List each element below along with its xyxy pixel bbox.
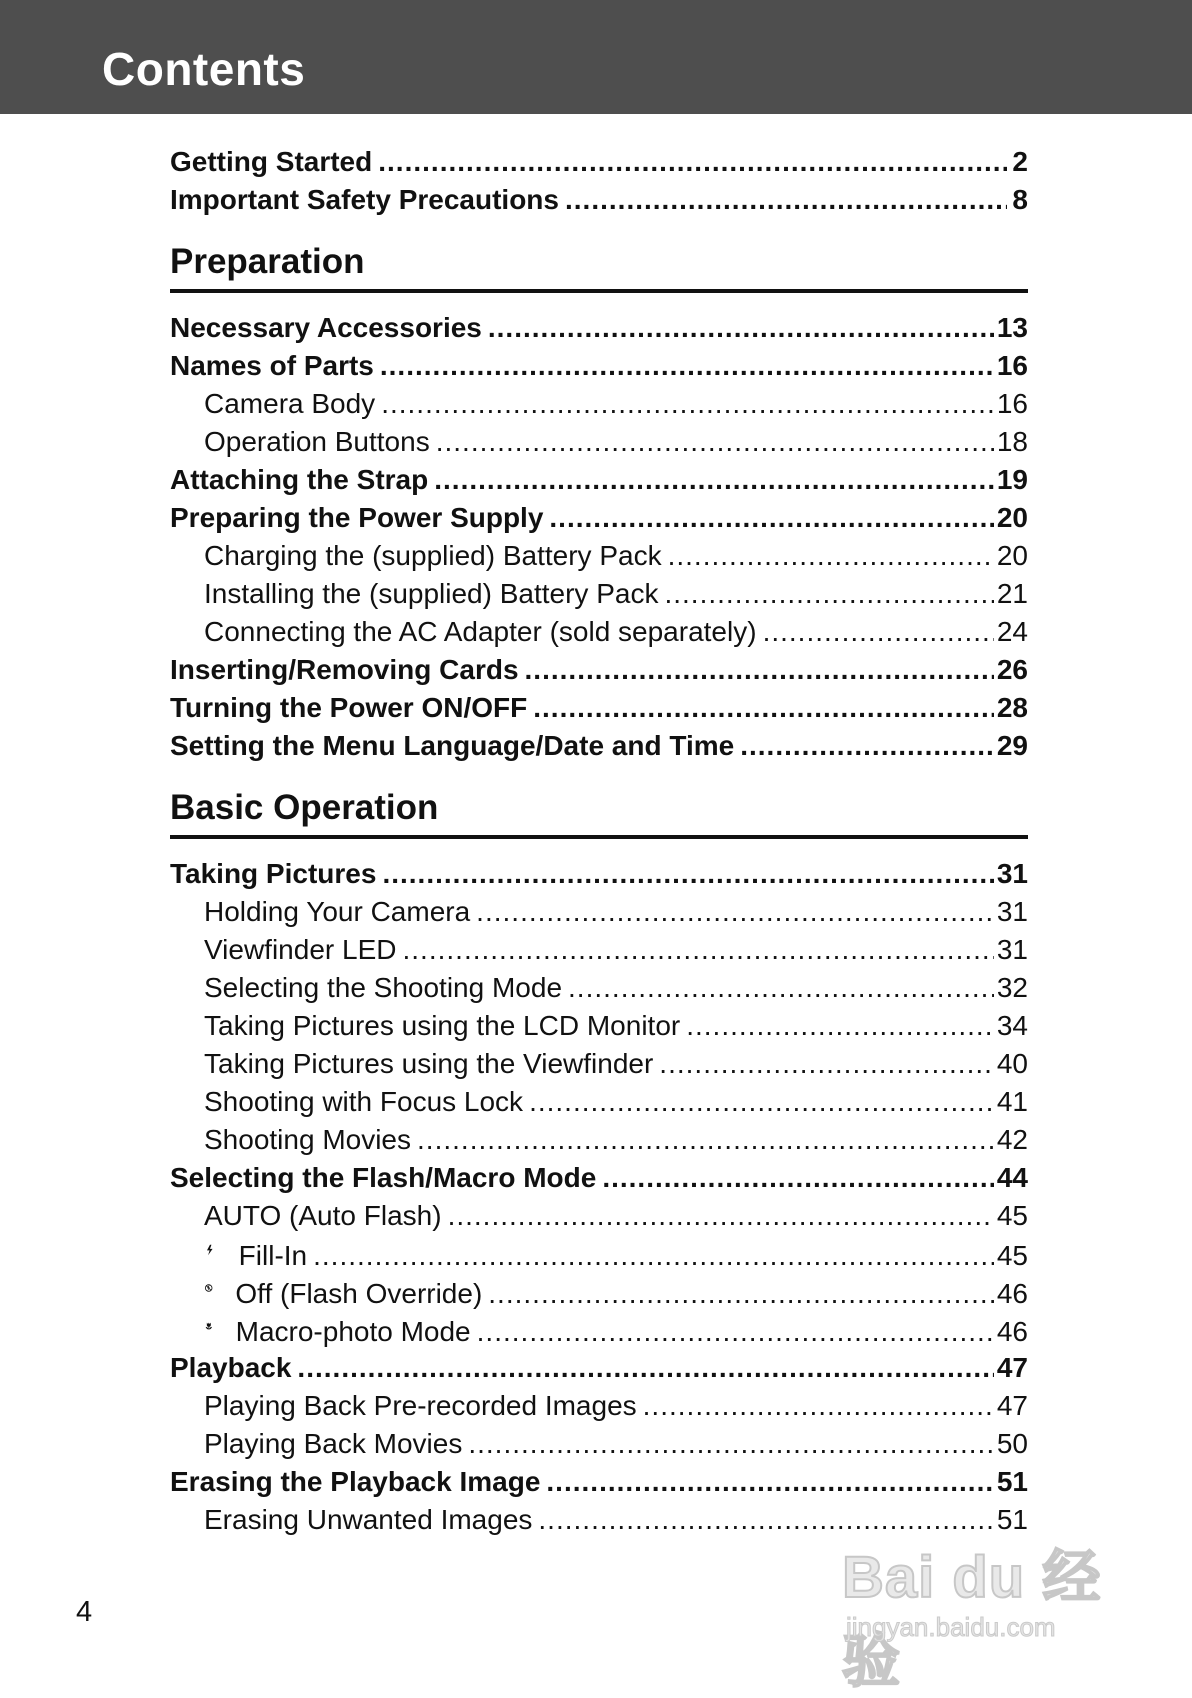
dot-leader: [568, 969, 994, 1007]
toc-page-number: 24: [996, 616, 1028, 647]
footer-page-number: 4: [76, 1596, 93, 1628]
dot-leader: [468, 1425, 994, 1463]
toc-page-number: 50: [996, 1428, 1028, 1459]
dot-leader: [380, 347, 994, 385]
toc-entry-getting-started[interactable]: [170, 143, 1028, 181]
toc-entry-label: Fill-In: [238, 1240, 308, 1271]
toc-subentry[interactable]: [170, 1425, 1028, 1463]
toc-entry-label: Important Safety Precautions: [170, 184, 559, 215]
dot-leader: [659, 1045, 994, 1083]
toc-entry-label: Selecting the Flash/Macro Mode: [170, 1162, 597, 1193]
dot-leader: [533, 689, 994, 727]
toc-subentry[interactable]: [170, 575, 1028, 613]
toc-subentry[interactable]: [170, 1235, 1028, 1273]
toc-entry-label: Installing the (supplied) Battery Pack: [204, 578, 659, 609]
toc-entry[interactable]: [170, 309, 1028, 347]
dot-leader: [297, 1349, 993, 1387]
toc-page-number: 2: [1012, 146, 1028, 177]
toc-subentry[interactable]: [170, 1273, 1028, 1311]
dot-leader: [488, 1275, 994, 1313]
toc-entry-label: Charging the (supplied) Battery Pack: [204, 540, 662, 571]
dot-leader: [602, 1159, 994, 1197]
watermark-brand: Bai du 经验: [842, 1545, 1102, 1694]
flash-icon: [204, 1235, 217, 1265]
toc-subentry[interactable]: [170, 1197, 1028, 1235]
dot-leader: [549, 499, 993, 537]
dot-leader: [402, 931, 993, 969]
dot-leader: [436, 423, 994, 461]
toc-page-number: 51: [996, 1466, 1028, 1497]
toc-page-number: 47: [996, 1390, 1028, 1421]
toc-entry-label: Playing Back Movies: [204, 1428, 463, 1459]
toc-entry[interactable]: [170, 1463, 1028, 1501]
toc-entry[interactable]: [170, 727, 1028, 765]
toc-page-number: 20: [996, 502, 1028, 533]
toc-entry-label: Inserting/Removing Cards: [170, 654, 519, 685]
toc-page-number: 20: [996, 540, 1028, 571]
toc-page-number: 29: [996, 730, 1028, 761]
toc-subentry[interactable]: [170, 423, 1028, 461]
toc-entry-label: Taking Pictures using the Viewfinder: [204, 1048, 654, 1079]
toc-subentry[interactable]: [170, 1007, 1028, 1045]
toc-page-number: 34: [996, 1010, 1028, 1041]
toc-entry-label: Getting Started: [170, 146, 373, 177]
toc-entry-label: Off (Flash Override): [235, 1278, 483, 1309]
toc-page-number: 46: [996, 1316, 1028, 1347]
dot-leader: [448, 1197, 994, 1235]
dot-leader: [477, 1313, 994, 1351]
toc-entry-label: Selecting the Shooting Mode: [204, 972, 563, 1003]
toc-page-number: 16: [996, 350, 1028, 381]
toc-entry-label: Erasing Unwanted Images: [204, 1504, 533, 1535]
toc-page-number: 40: [996, 1048, 1028, 1079]
toc-page-number: 18: [996, 426, 1028, 457]
toc-entry-label: Shooting Movies: [204, 1124, 412, 1155]
toc-entry-label: Playback: [170, 1352, 292, 1383]
dot-leader: [565, 181, 1007, 219]
toc-entry-label: Erasing the Playback Image: [170, 1466, 541, 1497]
toc-page-number: 42: [996, 1124, 1028, 1155]
toc-entry[interactable]: [170, 347, 1028, 385]
toc-entry-label: Taking Pictures: [170, 858, 377, 889]
toc-page-number: 51: [996, 1504, 1028, 1535]
dot-leader: [382, 855, 993, 893]
dot-leader: [488, 309, 994, 347]
toc-entry-label: Viewfinder LED: [204, 934, 397, 965]
toc-entry-label: Playing Back Pre-recorded Images: [204, 1390, 637, 1421]
dot-leader: [313, 1237, 994, 1275]
toc-entry[interactable]: [170, 689, 1028, 727]
toc-entry-label: Preparing the Power Supply: [170, 502, 544, 533]
toc-subentry[interactable]: [170, 893, 1028, 931]
toc-entry-label: Operation Buttons: [204, 426, 430, 457]
dot-leader: [529, 1083, 994, 1121]
toc-page-number: 44: [996, 1162, 1028, 1193]
toc-entry-safety-precautions[interactable]: [170, 181, 1028, 219]
toc-page-number: 19: [996, 464, 1028, 495]
toc-page-number: 32: [996, 972, 1028, 1003]
toc-subentry[interactable]: [170, 1083, 1028, 1121]
toc-subentry[interactable]: [170, 537, 1028, 575]
toc-subentry[interactable]: [170, 613, 1028, 651]
toc-entry[interactable]: [170, 1159, 1028, 1197]
toc-entry-label: Macro-photo Mode: [235, 1316, 471, 1347]
toc-entry[interactable]: [170, 855, 1028, 893]
toc-entry-label: Camera Body: [204, 388, 376, 419]
dot-leader: [476, 893, 994, 931]
toc-entry[interactable]: [170, 1349, 1028, 1387]
baidu-jingyan-watermark: [842, 1530, 1132, 1694]
toc-entry-label: Holding Your Camera: [204, 896, 471, 927]
toc-entry-label: Setting the Menu Language/Date and Time: [170, 730, 735, 761]
flash-off-icon: [204, 1273, 213, 1303]
watermark-url: jingyan.baidu.com: [846, 1612, 1056, 1642]
dot-leader: [668, 537, 994, 575]
toc-entry-label: Necessary Accessories: [170, 312, 482, 343]
dot-leader: [417, 1121, 994, 1159]
page-title: Contents: [102, 43, 306, 95]
dot-leader: [381, 385, 994, 423]
toc-entry-label: Taking Pictures using the LCD Monitor: [204, 1010, 681, 1041]
toc-page-number: 45: [996, 1240, 1028, 1271]
dot-leader: [546, 1463, 993, 1501]
toc-page-number: 31: [996, 858, 1028, 889]
section-heading-preparation: Preparation: [170, 241, 1028, 293]
toc-page-number: 28: [996, 692, 1028, 723]
toc-page-number: 26: [996, 654, 1028, 685]
dot-leader: [686, 1007, 994, 1045]
toc-page-number: 31: [996, 896, 1028, 927]
section-heading-basic-operation: Basic Operation: [170, 787, 1028, 839]
toc-subentry[interactable]: [170, 1387, 1028, 1425]
toc-page-number: 21: [996, 578, 1028, 609]
toc-entry[interactable]: [170, 461, 1028, 499]
toc-subentry[interactable]: [170, 1311, 1028, 1349]
toc-page-number: 31: [996, 934, 1028, 965]
toc-entry[interactable]: [170, 499, 1028, 537]
toc-page-number: 13: [996, 312, 1028, 343]
toc-subentry[interactable]: [170, 969, 1028, 1007]
toc-entry-label: Shooting with Focus Lock: [204, 1086, 524, 1117]
toc-subentry[interactable]: [170, 1121, 1028, 1159]
dot-leader: [740, 727, 994, 765]
toc-page-number: 45: [996, 1200, 1028, 1231]
toc-entry-label: Turning the Power ON/OFF: [170, 692, 528, 723]
toc-entry-label: Connecting the AC Adapter (sold separately): [204, 616, 757, 647]
toc-page-number: 46: [996, 1278, 1028, 1309]
toc-entry-label: AUTO (Auto Flash): [204, 1200, 442, 1231]
toc-subentry[interactable]: [170, 931, 1028, 969]
toc-page-number: 16: [996, 388, 1028, 419]
dot-leader: [643, 1387, 994, 1425]
table-of-contents: [170, 143, 1028, 1539]
dot-leader: [378, 143, 1007, 181]
macro-tulip-icon: [204, 1311, 214, 1341]
toc-page-number: 47: [996, 1352, 1028, 1383]
toc-entry-label: Attaching the Strap: [170, 464, 429, 495]
dot-leader: [434, 461, 994, 499]
dot-leader: [664, 575, 993, 613]
toc-subentry[interactable]: [170, 385, 1028, 423]
dot-leader: [763, 613, 994, 651]
toc-entry[interactable]: [170, 651, 1028, 689]
dot-leader: [525, 651, 994, 689]
toc-page-number: 41: [996, 1086, 1028, 1117]
toc-subentry[interactable]: [170, 1045, 1028, 1083]
toc-page-number: 8: [1012, 184, 1028, 215]
toc-entry-label: Names of Parts: [170, 350, 374, 381]
page-header: [0, 0, 1192, 114]
